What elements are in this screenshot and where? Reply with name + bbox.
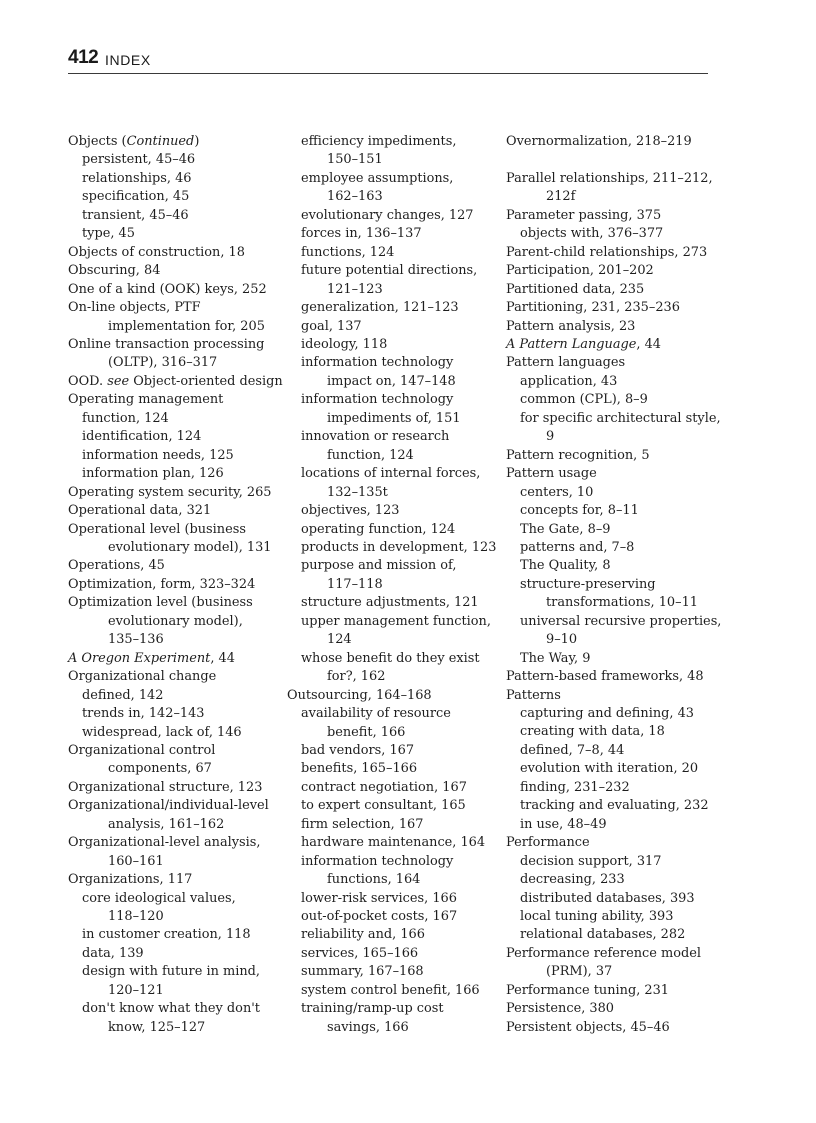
index-entry xyxy=(68,373,283,391)
index-subentry: don't know what they don't xyxy=(82,1001,260,1017)
index-entry: On-line objects, PTF xyxy=(68,300,201,316)
index-entry: Organizational structure, 123 xyxy=(68,779,263,795)
index-subentry: out-of-pocket costs, 167 xyxy=(301,909,458,925)
index-subentry: in customer creation, 118 xyxy=(82,927,251,943)
index-subentry: evolutionary changes, 127 xyxy=(301,207,474,223)
entry-spacer xyxy=(506,151,718,169)
index-entry-continuation: 132–135t xyxy=(327,484,388,500)
index-entry-continuation: evolutionary model), 131 xyxy=(108,539,272,555)
index-entry: Overnormalization, 218–219 xyxy=(506,134,692,149)
index-entry-continuation: 121–123 xyxy=(327,281,383,297)
index-subentry: universal recursive properties, xyxy=(520,613,722,629)
index-subentry: hardware maintenance, 164 xyxy=(301,835,486,851)
index-subentry: core ideological values, xyxy=(82,890,236,906)
index-subentry: local tuning ability, 393 xyxy=(520,909,674,925)
index-entry xyxy=(68,133,280,151)
index-subentry: defined, 142 xyxy=(82,687,164,703)
index-subentry: widespread, lack of, 146 xyxy=(82,724,242,740)
index-entry: Participation, 201–202 xyxy=(506,263,654,279)
index-entry: Organizational change xyxy=(68,669,217,685)
index-entry-continuation: implementation for, 205 xyxy=(108,318,265,334)
index-entry: Performance xyxy=(506,835,590,851)
index-entry-continuation: transformations, 10–11 xyxy=(546,595,698,611)
index-entry: Pattern recognition, 5 xyxy=(506,447,650,463)
index-entry-continuation: 212f xyxy=(546,189,576,205)
index-subentry: in use, 48–49 xyxy=(520,816,607,832)
index-entry-continuation: analysis, 161–162 xyxy=(108,816,225,832)
index-subentry: trends in, 142–143 xyxy=(82,706,205,722)
index-subentry: decision support, 317 xyxy=(520,853,662,869)
index-entry: Partitioned data, 235 xyxy=(506,281,645,297)
index-subentry: goal, 137 xyxy=(301,318,362,334)
index-subentry: persistent, 45–46 xyxy=(82,152,196,168)
index-subentry: benefits, 165–166 xyxy=(301,761,418,777)
index-entry: Operational level (business xyxy=(68,521,246,537)
index-subentry: specification, 45 xyxy=(82,189,190,205)
index-subentry: creating with data, 18 xyxy=(520,724,665,740)
index-subentry: data, 139 xyxy=(82,945,144,961)
index-subentry: type, 45 xyxy=(82,226,135,242)
index-subentry: employee assumptions, xyxy=(301,170,454,186)
index-subentry: for specific architectural style, xyxy=(520,410,721,426)
index-subentry: availability of resource xyxy=(301,706,451,722)
index-entry xyxy=(506,336,718,354)
index-column-1 xyxy=(68,133,283,1037)
index-entry: Organizations, 117 xyxy=(68,872,193,888)
index-entry-continuation: 118–120 xyxy=(108,909,164,925)
index-subentry: defined, 7–8, 44 xyxy=(520,742,625,758)
index-subentry: information technology xyxy=(301,853,454,869)
index-entry-continuation: evolutionary model), xyxy=(108,613,243,629)
index-subentry: objects with, 376–377 xyxy=(520,226,664,242)
index-subentry: summary, 167–168 xyxy=(301,964,424,980)
index-subentry: The Quality, 8 xyxy=(520,558,611,574)
index-entry-continuation: functions, 164 xyxy=(327,872,421,888)
index-subentry: information technology xyxy=(301,355,454,371)
entry-text-part: Objects ( xyxy=(68,134,127,149)
index-entry: Persistent objects, 45–46 xyxy=(506,1019,670,1035)
index-subentry: structure adjustments, 121 xyxy=(301,595,479,611)
index-subentry: transient, 45–46 xyxy=(82,207,189,223)
index-entry: Organizational/individual-level xyxy=(68,798,269,814)
index-entry-continuation: 9 xyxy=(546,429,555,445)
index-subentry: operating function, 124 xyxy=(301,521,456,537)
index-entry: Pattern usage xyxy=(506,466,597,482)
italic-term: A Oregon Experiment xyxy=(68,650,211,666)
index-subentry: training/ramp-up cost xyxy=(301,1001,444,1017)
index-entry-continuation: 135–136 xyxy=(108,632,164,648)
index-entry: Operations, 45 xyxy=(68,558,165,574)
index-subentry: generalization, 121–123 xyxy=(301,300,459,316)
index-entry-continuation: 9–10 xyxy=(546,632,578,648)
index-subentry: objectives, 123 xyxy=(301,503,400,519)
index-entry: Operational data, 321 xyxy=(68,503,212,519)
index-subentry: purpose and mission of, xyxy=(301,558,457,574)
index-subentry: information needs, 125 xyxy=(82,447,234,463)
index-entry-continuation: 160–161 xyxy=(108,853,164,869)
index-entry: Pattern languages xyxy=(506,355,626,371)
index-subentry: lower-risk services, 166 xyxy=(301,890,457,906)
index-subentry: relationships, 46 xyxy=(82,170,192,186)
index-subentry: reliability and, 166 xyxy=(301,927,425,943)
index-entry: Obscuring, 84 xyxy=(68,263,161,279)
index-column-3 xyxy=(506,133,722,1037)
index-subentry: whose benefit do they exist xyxy=(301,650,480,666)
index-entry-continuation: impact on, 147–148 xyxy=(327,373,456,389)
running-head: INDEX xyxy=(105,52,151,68)
index-entry: Patterns xyxy=(506,687,561,703)
index-entry-continuation: 150–151 xyxy=(327,152,383,168)
index-subentry: locations of internal forces, xyxy=(301,466,481,482)
index-entry: Performance reference model xyxy=(506,945,701,961)
index-entry: Organizational control xyxy=(68,742,216,758)
index-subentry: The Way, 9 xyxy=(520,650,591,666)
entry-text-part: , 44 xyxy=(636,336,662,352)
index-entry-continuation: (OLTP), 316–317 xyxy=(108,355,218,371)
index-subentry: information technology xyxy=(301,392,454,408)
index-subentry: structure-preserving xyxy=(520,576,656,592)
index-entry: Organizational-level analysis, xyxy=(68,835,261,851)
index-entry-continuation: 120–121 xyxy=(108,982,164,998)
index-entry: Pattern-based frameworks, 48 xyxy=(506,669,704,685)
index-entry: Partitioning, 231, 235–236 xyxy=(506,300,680,316)
index-subentry: system control benefit, 166 xyxy=(301,982,480,998)
index-subentry: distributed databases, 393 xyxy=(520,890,695,906)
index-subentry: functions, 124 xyxy=(301,244,395,260)
index-entry: Objects of construction, 18 xyxy=(68,244,245,260)
index-entry: Outsourcing, 164–168 xyxy=(287,687,432,703)
index-subentry: design with future in mind, xyxy=(82,964,260,980)
page-header xyxy=(68,45,708,74)
entry-text-part: , 44 xyxy=(210,650,235,666)
index-subentry: decreasing, 233 xyxy=(520,872,625,888)
index-subentry: products in development, 123 xyxy=(301,539,497,555)
index-subentry: innovation or research xyxy=(301,429,450,445)
index-subentry: forces in, 136–137 xyxy=(301,226,422,242)
index-subentry: information plan, 126 xyxy=(82,466,224,482)
index-entry-continuation: function, 124 xyxy=(327,447,414,463)
index-entry: Optimization level (business xyxy=(68,595,253,611)
index-entry: Parent-child relationships, 273 xyxy=(506,244,708,260)
index-subentry: future potential directions, xyxy=(301,263,478,279)
index-subentry: concepts for, 8–11 xyxy=(520,503,639,519)
italic-term: see xyxy=(107,373,130,389)
index-subentry: application, 43 xyxy=(520,373,618,389)
index-subentry: capturing and defining, 43 xyxy=(520,706,694,722)
entry-text-part: ) xyxy=(194,134,200,149)
index-entry xyxy=(68,650,280,668)
index-subentry: tracking and evaluating, 232 xyxy=(520,798,709,814)
index-entry-continuation: for?, 162 xyxy=(327,669,386,685)
index-subentry: identification, 124 xyxy=(82,429,202,445)
index-entry: Optimization, form, 323–324 xyxy=(68,576,256,592)
index-entry: Pattern analysis, 23 xyxy=(506,318,636,334)
index-subentry: patterns and, 7–8 xyxy=(520,539,635,555)
index-subentry: efficiency impediments, xyxy=(301,134,457,149)
index-subentry: firm selection, 167 xyxy=(301,816,424,832)
index-entry-continuation: savings, 166 xyxy=(327,1019,409,1035)
italic-term: Continued xyxy=(126,134,195,149)
index-entry: Operating management xyxy=(68,392,224,408)
index-entry-continuation: benefit, 166 xyxy=(327,724,406,740)
index-entry: Persistence, 380 xyxy=(506,1001,614,1017)
index-entry-continuation: impediments of, 151 xyxy=(327,410,461,426)
index-entry-continuation: components, 67 xyxy=(108,761,212,777)
index-subentry: bad vendors, 167 xyxy=(301,742,415,758)
index-entry: Online transaction processing xyxy=(68,336,265,352)
index-entry-continuation: (PRM), 37 xyxy=(546,964,613,980)
index-entry-continuation: 162–163 xyxy=(327,189,383,205)
index-subentry: contract negotiation, 167 xyxy=(301,779,467,795)
entry-text-part: Object-oriented design xyxy=(129,373,283,389)
page-number: 412 xyxy=(68,47,99,68)
index-subentry: ideology, 118 xyxy=(301,336,388,352)
index-subentry: services, 165–166 xyxy=(301,945,419,961)
index-subentry: finding, 231–232 xyxy=(520,779,630,795)
index-entry: Parameter passing, 375 xyxy=(506,207,662,223)
index-entry: Performance tuning, 231 xyxy=(506,982,669,998)
italic-term: A Pattern Language xyxy=(506,336,637,352)
index-subentry: evolution with iteration, 20 xyxy=(520,761,699,777)
index-entry-continuation: 124 xyxy=(327,632,352,648)
index-entry: One of a kind (OOK) keys, 252 xyxy=(68,281,267,297)
index-subentry: relational databases, 282 xyxy=(520,927,686,943)
index-entry-continuation: know, 125–127 xyxy=(108,1019,206,1035)
index-subentry: common (CPL), 8–9 xyxy=(520,392,648,408)
index-subentry: to expert consultant, 165 xyxy=(301,798,466,814)
index-entry: Operating system security, 265 xyxy=(68,484,272,500)
entry-text-part: OOD. xyxy=(68,373,108,389)
index-column-2 xyxy=(287,133,499,1037)
index-subentry: upper management function, xyxy=(301,613,491,629)
index-subentry: centers, 10 xyxy=(520,484,594,500)
index-subentry: The Gate, 8–9 xyxy=(520,521,611,537)
index-entry: Parallel relationships, 211–212, xyxy=(506,170,713,186)
index-subentry: function, 124 xyxy=(82,410,169,426)
index-entry-continuation: 117–118 xyxy=(327,576,383,592)
